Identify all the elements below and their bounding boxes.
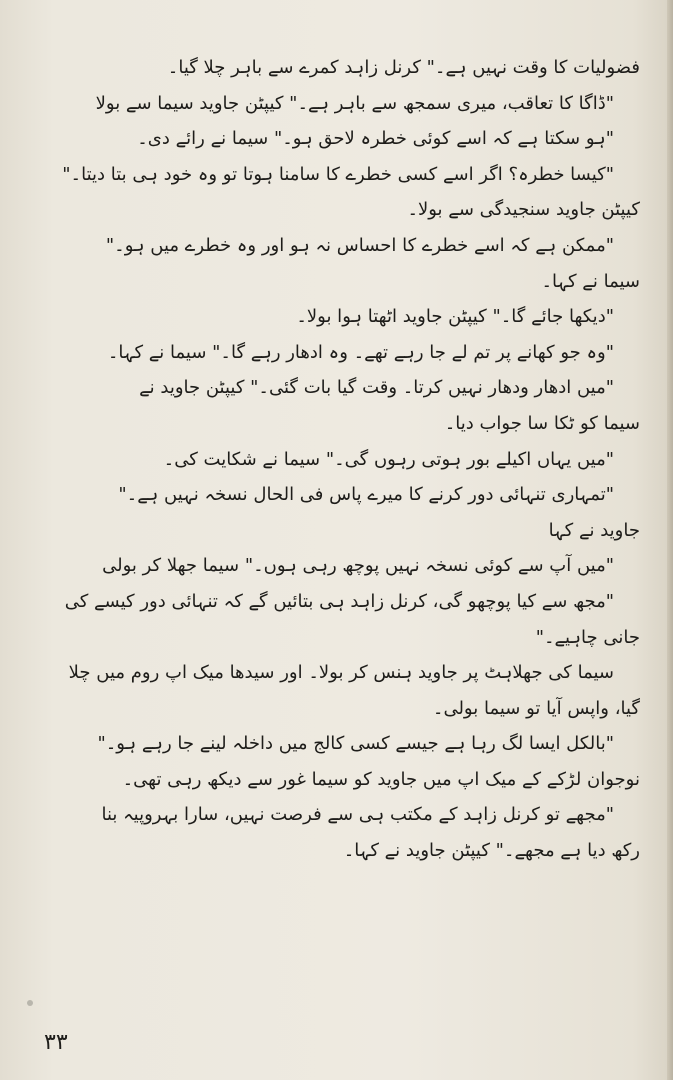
text-line: "ڈاگا کا تعاقب، میری سمجھ سے باہر ہے۔" کیپٹن جاوید سیما سے بولا <box>95 92 614 114</box>
text-line: سیما کی جھلاہٹ پر جاوید ہنس کر بولا۔ اور سیدھا میک اپ روم میں چلا <box>68 662 614 684</box>
text-line: نوجوان لڑکے کے میک اپ میں جاوید کو سیما غور سے دیکھ رہی تھی۔ <box>122 768 640 790</box>
text-line: "ہو سکتا ہے کہ اسے کوئی خطرہ لاحق ہو۔" سیما نے رائے دی۔ <box>137 128 614 150</box>
text-line: جاوید نے کہا <box>548 519 640 541</box>
text-line: "مجھے تو کرنل زاہد کے مکتب ہی سے فرصت نہیں، سارا بہروپیہ بنا <box>101 804 614 826</box>
text-line: کیپٹن جاوید سنجیدگی سے بولا۔ <box>407 199 640 221</box>
text-line: فضولیات کا وقت نہیں ہے۔" کرنل زاہد کمرے سے باہر چلا گیا۔ <box>167 57 640 78</box>
text-line: "ممکن ہے کہ اسے خطرے کا احساس نہ ہو اور وہ خطرے میں ہو۔" <box>105 234 614 256</box>
text-line: "تمہاری تنہائی دور کرنے کا میرے پاس فی الحال نسخہ نہیں ہے۔" <box>118 484 614 506</box>
text-line: "میں ادھار ودھار نہیں کرتا۔ وقت گیا بات گئی۔" کیپٹن جاوید نے <box>139 377 614 399</box>
text-line: "میں آپ سے کوئی نسخہ نہیں پوچھ رہی ہوں۔" سیما جھلا کر بولی <box>102 555 614 577</box>
page-number: ۳۳ <box>44 1030 68 1055</box>
text-line: رکھ دیا ہے مجھے۔" کیپٹن جاوید نے کہا۔ <box>343 840 640 862</box>
text-line: "دیکھا جائے گا۔" کیپٹن جاوید اٹھتا ہوا بولا۔ <box>296 306 614 328</box>
text-line: "وہ جو کھانے پر تم لے جا رہے تھے۔ وہ ادھار رہے گا۔" سیما نے کہا۔ <box>107 341 614 363</box>
text-line: سیما کو ٹکا سا جواب دیا۔ <box>444 412 640 434</box>
text-line: جانی چاہیے۔" <box>535 626 640 648</box>
text-line: گیا، واپس آیا تو سیما بولی۔ <box>432 697 640 719</box>
text-line: "میں یہاں اکیلے بور ہوتی رہوں گی۔" سیما نے شکایت کی۔ <box>163 448 614 470</box>
paper-speck <box>27 1000 33 1006</box>
body-text <box>44 50 640 869</box>
text-line: "کیسا خطرہ؟ اگر اسے کسی خطرے کا سامنا ہوتا تو وہ خود ہی بتا دیتا۔" <box>62 163 614 185</box>
page-edge <box>667 0 673 1080</box>
text-line: "مجھ سے کیا پوچھو گی، کرنل زاہد ہی بتائیں گے کہ تنہائی دور کیسے کی <box>64 590 614 612</box>
text-line: سیما نے کہا۔ <box>541 270 640 292</box>
text-line: "بالکل ایسا لگ رہا ہے جیسے کسی کالج میں داخلہ لینے جا رہے ہو۔" <box>97 733 614 755</box>
